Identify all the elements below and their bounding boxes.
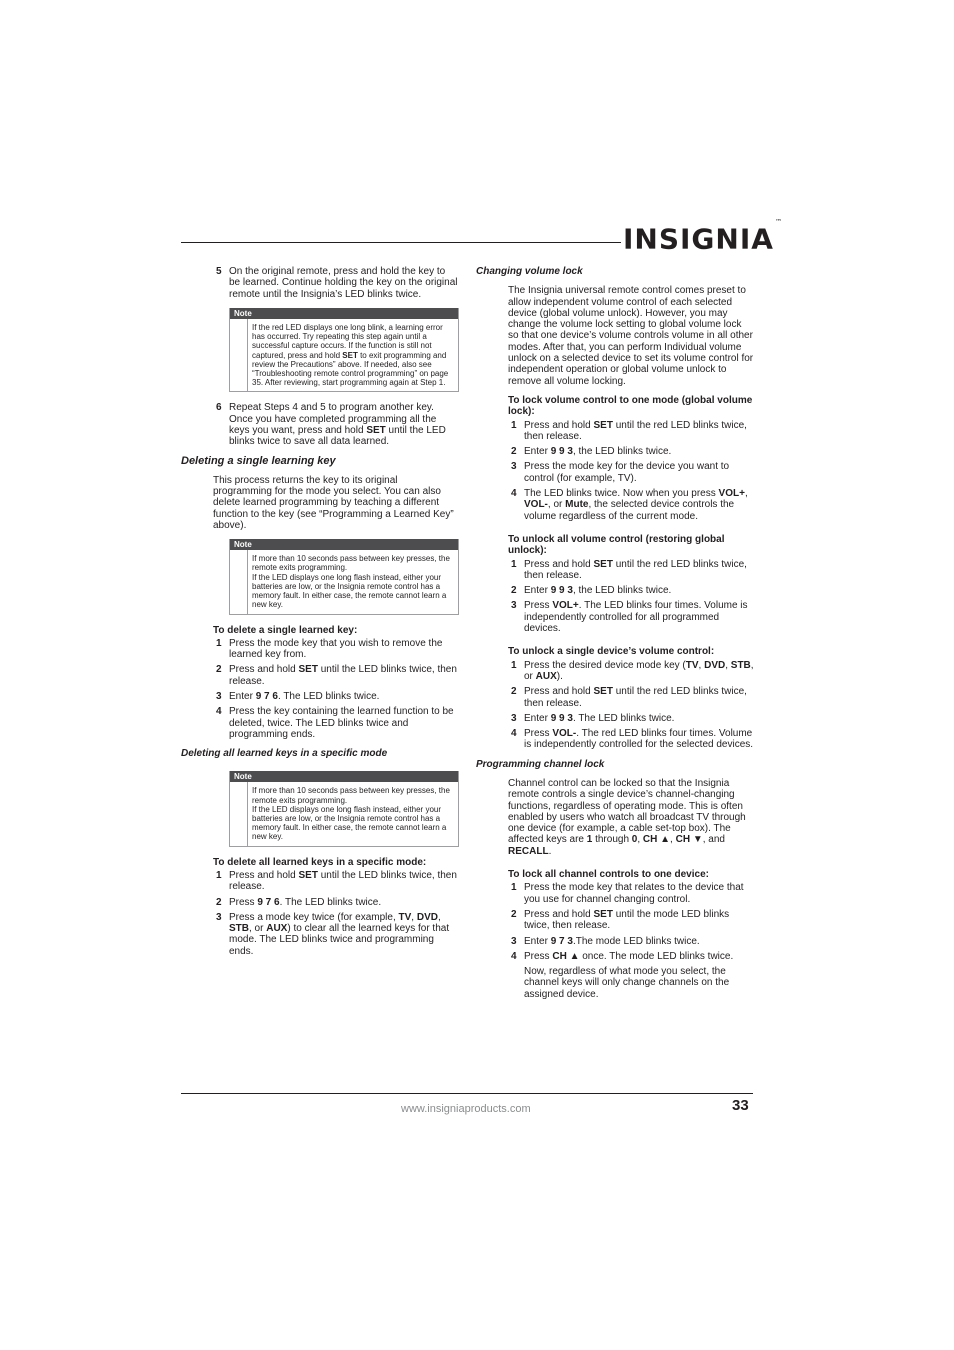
list-item: 1 Press the mode key that relates to the device that you use for channel changing control.: [511, 882, 744, 905]
list-item: 2 Enter 9 9 3, the LED blinks twice.: [511, 446, 672, 458]
procedure-heading-unlock-all: To unlock all volume control (restoring global unlock):: [508, 533, 725, 557]
list-item: 3 Press a mode key twice (for example, TV, DVD, STB, or AUX) to clear all the learned keys for that mode. The LED blinks twice and programming ends.: [216, 911, 450, 957]
insignia-logo: INSIGNIA™: [623, 218, 783, 256]
list-item: 3 Enter 9 9 3. The LED blinks twice.: [511, 712, 675, 724]
footer-url: www.insigniaproducts.com: [401, 1103, 531, 1115]
list-item: 1 Press the desired device mode key (TV, DVD, STB, or AUX).: [511, 659, 754, 682]
procedure-heading-lock-channel: To lock all channel controls to one device:: [508, 869, 709, 881]
step-5: 5 On the original remote, press and hold the key to be learned. Continue holding the key on the original remote until the Insignia’s LED blinks twice.: [216, 266, 458, 300]
heading-deleting-all-keys: Deleting all learned keys in a specific mode: [181, 748, 388, 760]
list-item: 2 Press and hold SET until the LED blinks twice, then release.: [216, 664, 457, 687]
list-item: 4 Press VOL-. The red LED blinks four times. Volume is independently controlled for the selected devices.: [511, 728, 754, 751]
paragraph-deleting-single-key: This process returns the key to its original programming for the mode you select. You can also delete learned programming by teaching a different function to the key (see “Programming a Learned Key” above).: [213, 474, 454, 531]
paragraph-channel-lock: Channel control can be locked so that the Insignia remote controls a single device’s channel-changing functions, regardless of operating mode. This is often enabled by users who watch all broadcast TV through one device (for example, a cable set-top box). The affected keys are 1 through 0, CH ▲, CH ▼, and RECALL.: [508, 777, 746, 857]
note-box-timeout: [229, 539, 459, 614]
left-column: [181, 266, 459, 961]
list-item: 4 Press CH ▲ once. The mode LED blinks twice.: [511, 950, 734, 962]
procedure-heading-delete-all: To delete all learned keys in a specific mode:: [213, 856, 427, 868]
list-item: 2 Press and hold SET until the mode LED blinks twice, then release.: [511, 908, 730, 932]
note-box-learning-error: [229, 308, 459, 392]
note-label: Note: [230, 539, 458, 550]
list-item: 4 The LED blinks twice. Now when you press VOL+, VOL-, or Mute, the selected device controls the volume regardless of the current mode.: [511, 488, 748, 522]
page-number: 33: [732, 1097, 749, 1114]
list-item: 3 Press the mode key for the device you want to control (for example, TV).: [511, 461, 730, 484]
procedure-heading-delete-single: To delete a single learned key:: [213, 624, 358, 636]
footer-rule-accent: [250, 1093, 753, 1095]
procedure-heading-unlock-single: To unlock a single device’s volume control:: [508, 646, 715, 658]
list-item: 2 Press 9 7 6. The LED blinks twice.: [216, 896, 382, 908]
list-item: 3 Enter 9 7 3.The mode LED blinks twice.: [511, 935, 700, 947]
step-6: 6 Repeat Steps 4 and 5 to program another key. Once you have completed programming all the keys you want, press and hold SET until the LED blinks twice to save all data learned.: [216, 402, 446, 448]
header-rule: [181, 242, 621, 243]
procedure-heading-lock-one-mode: To lock volume control to one mode (global volume lock):: [508, 394, 753, 418]
list-item: 3 Press VOL+. The LED blinks four times. Volume is independently controlled for all programmed devices.: [511, 600, 748, 635]
list-item: 2 Press and hold SET until the red LED blinks twice, then release.: [511, 686, 747, 709]
right-column: [476, 266, 754, 1000]
list-item: 1 Press and hold SET until the red LED blinks twice, then release.: [511, 558, 747, 581]
note-label: Note: [230, 771, 458, 782]
note-text: If more than 10 seconds pass between key presses, the remote exits programming. If the LED displays one long flash instead, either your batteries are low, or the Insignia remote control has a memory fault. In either case, the remote cannot learn a new key.: [247, 782, 458, 845]
list-item: 3 Enter 9 7 6. The LED blinks twice.: [216, 690, 380, 702]
list-item: 1 Press and hold SET until the red LED blinks twice, then release.: [511, 419, 747, 442]
list-item: 4 Press the key containing the learned function to be deleted, twice. The LED blinks twice and programming ends.: [216, 706, 454, 740]
paragraph-volume-lock: The Insignia universal remote control comes preset to allow independent volume control of each selected device (global volume unlock). However, you may change the volume lock setting to global volume lock so that one device’s volume controls volume in all other modes. After that, you can perform Individual volume unlock on a selected device to set its volume control for independent operation or global volume unlock to remove all volume locking.: [508, 285, 754, 387]
note-text: If more than 10 seconds pass between key presses, the remote exits programming. If the LED displays one long flash instead, either your batteries are low, or the Insignia remote control has a memory fault. In either case, the remote cannot learn a new key.: [247, 550, 458, 613]
heading-deleting-single-key: Deleting a single learning key: [181, 454, 336, 467]
channel-lock-result-text: Now, regardless of what mode you select, the channel keys will only change channels on the assigned device.: [524, 966, 730, 1000]
list-item: 1 Press the mode key that you wish to remove the learned key from.: [216, 637, 443, 661]
list-item: 2 Enter 9 9 3, the LED blinks twice.: [511, 585, 672, 597]
heading-programming-channel-lock: Programming channel lock: [476, 758, 605, 770]
note-text: If the red LED displays one long blink, a learning error has occurred. Try repeating this step again until a successful capture occurs. If the function is still not captured, press and hold SET to exit programming and review the Precautions” above. If needed, also see “Troubleshooting remote control programming” on page 35. After reviewing, start programming again at Step 1.: [247, 319, 458, 391]
heading-changing-volume-lock: Changing volume lock: [476, 266, 583, 277]
list-item: 1 Press and hold SET until the LED blinks twice, then release.: [216, 869, 457, 893]
note-label: Note: [230, 308, 458, 319]
note-box-timeout: [229, 771, 459, 846]
